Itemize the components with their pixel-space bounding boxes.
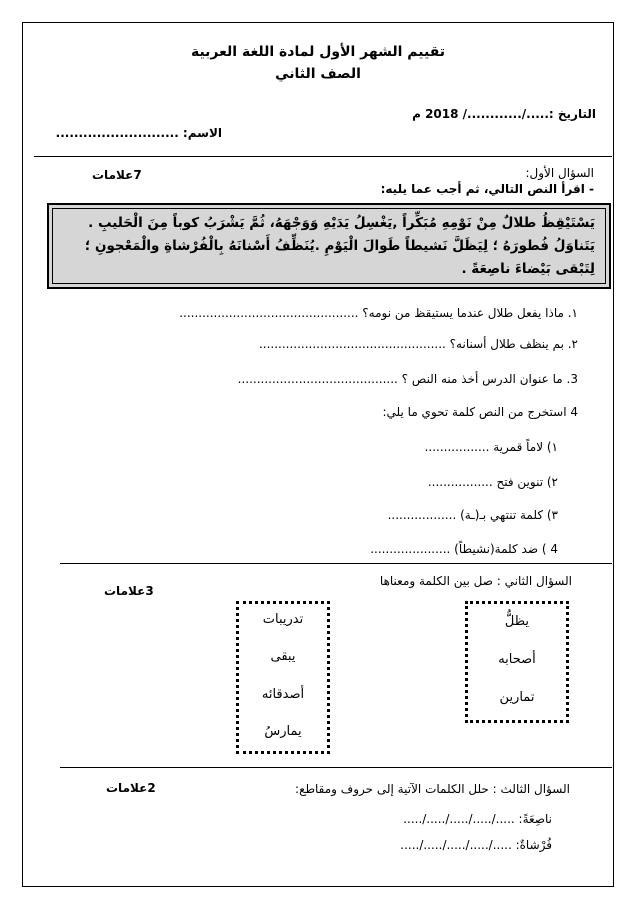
match-word: يبقى (270, 649, 296, 664)
passage-line: لِتَبْقى بَيْضاءَ ناصِعَةً . (461, 261, 595, 277)
match-word: تدريبات (262, 612, 304, 627)
match-word: يظلُّ (504, 614, 530, 629)
q1-heading: السؤال الأول: (525, 166, 594, 180)
match-word: تمارين (499, 690, 535, 705)
q1-subitem: ١) لاماً قمرية ................. (424, 440, 558, 454)
q1-item: 4 استخرج من النص كلمة تحوي ما يلي: (382, 405, 578, 419)
match-box-right (465, 601, 569, 723)
name-field: الاسم: ........................... (55, 126, 222, 140)
q1-item: ١. ماذا يفعل طلال عندما يستيقظ من نومه؟ ............................................... (179, 306, 578, 320)
grade-label: الصف الثاني (275, 66, 361, 82)
q2-heading: السؤال الثاني : صل بين الكلمة ومعناها (379, 574, 572, 588)
match-word: أصدقائه (261, 687, 305, 702)
q1-subitem: 4 ) ضد كلمة(نشيطاً) ..................... (370, 542, 558, 556)
exam-title: تقييم الشهر الأول لمادة اللغة العربية (190, 44, 446, 60)
date-field: التاريخ :...../............/ 2018 م (412, 107, 596, 121)
q3-heading: السؤال الثالث : حلل الكلمات الآتية إلى حروف ومقاطع: (295, 782, 570, 796)
q1-instruction: - اقرأ النص التالي، ثم أجب عما يليه: (380, 182, 594, 196)
match-word: يمارسُ (264, 724, 302, 739)
divider (60, 563, 612, 564)
q3-marks: 2علامات (106, 781, 156, 795)
reading-passage-box (47, 203, 611, 289)
q1-item: 3. ما عنوان الدرس أخذ منه النص ؟ .......................................... (237, 372, 578, 386)
passage-line: يَسْتَيْقِظُ طلالٌ مِنْ نَوْمِهِ مُبَكِّراً ,يَغْسِلُ يَدَيْهِ وَوَجْهَهُ، ثُمَّ يَشْرَبُ كوباً مِنَ الْحَليبِ . (88, 215, 595, 231)
q3-item: ناصِعَةً: ...../...../...../...../..... (403, 812, 552, 826)
page-frame (22, 22, 614, 887)
match-box-left (236, 601, 330, 754)
q2-marks: 3علامات (104, 584, 154, 598)
q1-marks: 7علامات (92, 168, 142, 182)
divider (60, 767, 612, 768)
q1-subitem: ٣) كلمة تنتهي بـ(ـة) .................. (387, 508, 558, 522)
q3-item: فُرْشاةٌ: ...../...../...../...../..... (400, 838, 552, 852)
match-word: أصحابه (498, 652, 536, 667)
q1-item: ٢. بم ينظف طلال أسنانه؟ ................................................. (258, 337, 578, 351)
passage-line: يَتَناوَلُ فُطورَهُ ؛ لِيَظَلَّ نَشيطاً طَوالَ الْيَوْمِ .يُنَظِّفُ أَسْنانَهُ بِالْفُرْشاةِ والْمَعْجونِ ؛ (84, 238, 595, 254)
q1-subitem: ٢) تنوين فتح ................. (427, 475, 558, 489)
divider (34, 156, 612, 157)
